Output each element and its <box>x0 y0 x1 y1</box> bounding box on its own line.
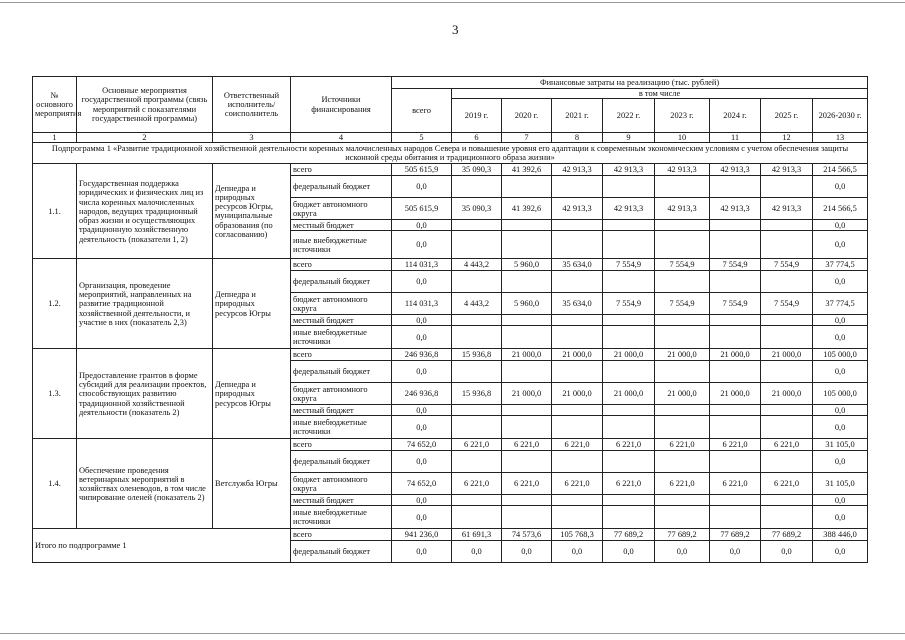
year-value-cell <box>655 231 710 259</box>
year-value-cell: 42 913,3 <box>603 164 655 176</box>
year-value-cell <box>655 271 710 293</box>
column-number-cell: 4 <box>291 133 392 143</box>
year-value-cell: 42 913,3 <box>655 198 710 220</box>
year-value-cell: 214 566,5 <box>813 198 868 220</box>
year-value-cell <box>452 271 502 293</box>
year-value-cell <box>655 361 710 383</box>
year-value-cell: 0,0 <box>813 361 868 383</box>
year-value-cell <box>552 506 603 529</box>
measure-number: 1.3. <box>33 349 77 439</box>
financing-row <box>33 164 868 176</box>
header-num: № основного мероприятия <box>33 77 77 133</box>
source-cell: всего <box>291 164 392 176</box>
column-number-cell: 7 <box>502 133 552 143</box>
year-value-cell: 21 000,0 <box>710 383 761 405</box>
year-value-cell: 6 221,0 <box>552 439 603 451</box>
year-value-cell <box>603 176 655 198</box>
year-value-cell: 4 443,2 <box>452 293 502 315</box>
year-value-cell: 0,0 <box>761 541 813 563</box>
year-value-cell <box>452 416 502 439</box>
year-value-cell <box>655 326 710 349</box>
source-cell: бюджет автономного округа <box>291 473 392 495</box>
total-cell: 0,0 <box>392 361 452 383</box>
year-value-cell <box>710 416 761 439</box>
year-value-cell: 0,0 <box>813 271 868 293</box>
year-value-cell: 6 221,0 <box>552 473 603 495</box>
year-value-cell <box>761 271 813 293</box>
year-value-cell: 0,0 <box>813 220 868 231</box>
year-value-cell: 37 774,5 <box>813 293 868 315</box>
year-value-cell <box>603 506 655 529</box>
year-value-cell <box>603 315 655 326</box>
year-value-cell: 388 446,0 <box>813 529 868 541</box>
year-value-cell: 21 000,0 <box>710 349 761 361</box>
year-value-cell: 0,0 <box>813 315 868 326</box>
year-value-cell <box>502 176 552 198</box>
source-cell: всего <box>291 259 392 271</box>
year-value-cell: 6 221,0 <box>603 473 655 495</box>
year-value-cell <box>761 231 813 259</box>
year-value-cell: 21 000,0 <box>761 383 813 405</box>
source-cell: местный бюджет <box>291 220 392 231</box>
year-value-cell: 42 913,3 <box>761 164 813 176</box>
year-value-cell: 42 913,3 <box>552 198 603 220</box>
year-value-cell: 0,0 <box>452 541 502 563</box>
source-cell: местный бюджет <box>291 495 392 506</box>
year-value-cell <box>655 405 710 416</box>
year-value-cell: 41 392,6 <box>502 198 552 220</box>
year-value-cell <box>452 405 502 416</box>
column-number-cell: 2 <box>77 133 213 143</box>
financing-row <box>33 259 868 271</box>
year-value-cell <box>655 176 710 198</box>
measure-name: Предоставление грантов в форме субсидий для реализации проектов, способствующих развитию традиционной хозяйственной деятельности (показатель 2) <box>77 349 213 439</box>
year-value-cell <box>603 405 655 416</box>
year-value-cell: 6 221,0 <box>452 473 502 495</box>
year-value-cell: 105 000,0 <box>813 383 868 405</box>
measure-responsible: Депнедра и природных ресурсов Югры <box>213 349 291 439</box>
year-value-cell <box>552 405 603 416</box>
header-financial: Финансовые затраты на реализацию (тыс. рублей) <box>392 77 868 89</box>
year-value-cell <box>761 495 813 506</box>
year-value-cell <box>761 220 813 231</box>
year-value-cell <box>655 416 710 439</box>
year-value-cell <box>710 176 761 198</box>
year-value-cell <box>761 416 813 439</box>
measure-name: Организация, проведение мероприятий, направленных на развитие традиционной хозяйственной деятельности, и участие в них (показатель 2,3) <box>77 259 213 349</box>
year-value-cell: 0,0 <box>603 541 655 563</box>
year-value-cell: 7 554,9 <box>710 259 761 271</box>
top-scan-edge <box>0 2 905 3</box>
year-value-cell <box>452 176 502 198</box>
source-cell: всего <box>291 439 392 451</box>
header-activity: Основные мероприятия государственной программы (связь мероприятий с показателями государственной программы) <box>77 77 213 133</box>
total-cell: 0,0 <box>392 315 452 326</box>
year-value-cell <box>603 495 655 506</box>
source-cell: иные внебюджетные источники <box>291 326 392 349</box>
year-value-cell <box>552 231 603 259</box>
year-value-cell <box>655 506 710 529</box>
year-value-cell: 6 221,0 <box>710 473 761 495</box>
total-cell: 0,0 <box>392 506 452 529</box>
year-value-cell <box>761 176 813 198</box>
column-number-cell: 6 <box>452 133 502 143</box>
column-number-row <box>33 133 868 143</box>
header-year-2021: 2021 г. <box>552 99 603 133</box>
total-cell: 74 652,0 <box>392 473 452 495</box>
year-value-cell: 6 221,0 <box>502 439 552 451</box>
year-value-cell <box>710 315 761 326</box>
year-value-cell: 0,0 <box>813 416 868 439</box>
year-value-cell <box>552 326 603 349</box>
year-value-cell <box>452 231 502 259</box>
year-value-cell: 5 960,0 <box>502 293 552 315</box>
year-value-cell: 7 554,9 <box>761 293 813 315</box>
year-value-cell: 42 913,3 <box>603 198 655 220</box>
year-value-cell <box>710 326 761 349</box>
source-cell: всего <box>291 349 392 361</box>
year-value-cell: 7 554,9 <box>603 293 655 315</box>
year-value-cell <box>710 361 761 383</box>
year-value-cell: 35 634,0 <box>552 259 603 271</box>
source-cell: бюджет автономного округа <box>291 293 392 315</box>
year-value-cell <box>502 315 552 326</box>
year-value-cell <box>502 451 552 473</box>
year-value-cell <box>502 405 552 416</box>
subprogram-title: Подпрограмма 1 «Развитие традиционной хозяйственной деятельности коренных малочисленных народов Севера и повышение уровня его адаптации к современным экономическим условиям с учетом обеспечения защиты исконной среды обитания и традиционного образа жизни» <box>33 143 868 164</box>
year-value-cell: 61 691,3 <box>452 529 502 541</box>
year-value-cell: 7 554,9 <box>603 259 655 271</box>
year-value-cell: 7 554,9 <box>655 293 710 315</box>
total-cell: 114 031,3 <box>392 259 452 271</box>
year-value-cell <box>603 220 655 231</box>
year-value-cell <box>502 495 552 506</box>
year-value-cell <box>603 416 655 439</box>
total-cell: 74 652,0 <box>392 439 452 451</box>
total-cell: 941 236,0 <box>392 529 452 541</box>
year-value-cell: 31 105,0 <box>813 439 868 451</box>
year-value-cell: 0,0 <box>813 495 868 506</box>
year-value-cell <box>452 220 502 231</box>
year-value-cell: 21 000,0 <box>655 383 710 405</box>
year-value-cell: 41 392,6 <box>502 164 552 176</box>
financing-row <box>33 349 868 361</box>
source-cell: бюджет автономного округа <box>291 383 392 405</box>
source-cell: федеральный бюджет <box>291 271 392 293</box>
year-value-cell <box>552 495 603 506</box>
year-value-cell: 77 689,2 <box>603 529 655 541</box>
year-value-cell: 31 105,0 <box>813 473 868 495</box>
year-value-cell: 7 554,9 <box>655 259 710 271</box>
total-cell: 246 936,8 <box>392 383 452 405</box>
year-value-cell <box>603 326 655 349</box>
column-number-cell: 5 <box>392 133 452 143</box>
year-value-cell <box>710 405 761 416</box>
column-number-cell: 1 <box>33 133 77 143</box>
year-value-cell: 6 221,0 <box>710 439 761 451</box>
year-value-cell: 21 000,0 <box>603 383 655 405</box>
year-value-cell: 35 634,0 <box>552 293 603 315</box>
subtotal-label: Итого по подпрограмме 1 <box>33 529 291 563</box>
total-cell: 114 031,3 <box>392 293 452 315</box>
header-year-2019: 2019 г. <box>452 99 502 133</box>
total-cell: 0,0 <box>392 271 452 293</box>
year-value-cell <box>452 451 502 473</box>
year-value-cell: 6 221,0 <box>452 439 502 451</box>
year-value-cell: 0,0 <box>655 541 710 563</box>
year-value-cell <box>552 271 603 293</box>
year-value-cell: 214 566,5 <box>813 164 868 176</box>
year-value-cell <box>552 416 603 439</box>
year-value-cell <box>761 361 813 383</box>
measure-responsible: Депнедра и природных ресурсов Югры <box>213 259 291 349</box>
column-number-cell: 3 <box>213 133 291 143</box>
year-value-cell: 0,0 <box>813 326 868 349</box>
source-cell: федеральный бюджет <box>291 541 392 563</box>
year-value-cell: 0,0 <box>813 506 868 529</box>
source-cell: местный бюджет <box>291 315 392 326</box>
year-value-cell: 35 090,3 <box>452 164 502 176</box>
year-value-cell: 6 221,0 <box>761 473 813 495</box>
financing-row <box>33 439 868 451</box>
year-value-cell <box>710 231 761 259</box>
source-cell: иные внебюджетные источники <box>291 231 392 259</box>
year-value-cell: 0,0 <box>813 231 868 259</box>
year-value-cell <box>603 361 655 383</box>
measure-number: 1.1. <box>33 164 77 259</box>
year-value-cell: 7 554,9 <box>761 259 813 271</box>
year-value-cell <box>761 315 813 326</box>
total-cell: 0,0 <box>392 451 452 473</box>
year-value-cell: 105 000,0 <box>813 349 868 361</box>
year-value-cell: 4 443,2 <box>452 259 502 271</box>
year-value-cell: 21 000,0 <box>655 349 710 361</box>
year-value-cell: 5 960,0 <box>502 259 552 271</box>
measure-name: Обеспечение проведения ветеринарных мероприятий в хозяйствах оленеводов, в том числе чипирование оленей (показатель 2) <box>77 439 213 529</box>
year-value-cell <box>761 451 813 473</box>
financing-row <box>33 529 868 541</box>
year-value-cell <box>603 451 655 473</box>
year-value-cell: 0,0 <box>813 405 868 416</box>
year-value-cell: 21 000,0 <box>603 349 655 361</box>
year-value-cell <box>655 495 710 506</box>
year-value-cell <box>761 506 813 529</box>
year-value-cell <box>452 326 502 349</box>
column-number-cell: 12 <box>761 133 813 143</box>
year-value-cell <box>452 361 502 383</box>
total-cell: 0,0 <box>392 541 452 563</box>
year-value-cell: 6 221,0 <box>502 473 552 495</box>
measure-number: 1.2. <box>33 259 77 349</box>
year-value-cell: 6 221,0 <box>761 439 813 451</box>
year-value-cell: 21 000,0 <box>552 349 603 361</box>
year-value-cell: 0,0 <box>813 451 868 473</box>
year-value-cell: 42 913,3 <box>655 164 710 176</box>
year-value-cell <box>603 271 655 293</box>
measure-name: Государственная поддержка юридических и физических лиц из числа коренных малочисленных народов, ведущих традиционный образ жизни и осуществляющих традиционную хозяйственную деятельность (показатели 1, 2) <box>77 164 213 259</box>
source-cell: федеральный бюджет <box>291 176 392 198</box>
year-value-cell <box>452 315 502 326</box>
year-value-cell <box>502 326 552 349</box>
total-cell: 0,0 <box>392 405 452 416</box>
year-value-cell <box>552 451 603 473</box>
header-year-2024: 2024 г. <box>710 99 761 133</box>
year-value-cell: 77 689,2 <box>761 529 813 541</box>
year-value-cell: 7 554,9 <box>710 293 761 315</box>
year-value-cell: 35 090,3 <box>452 198 502 220</box>
year-value-cell: 21 000,0 <box>502 383 552 405</box>
year-value-cell <box>552 220 603 231</box>
header-responsible: Ответственный исполнитель/соисполнитель <box>213 77 291 133</box>
total-cell: 0,0 <box>392 495 452 506</box>
year-value-cell: 15 936,8 <box>452 349 502 361</box>
source-cell: федеральный бюджет <box>291 451 392 473</box>
total-cell: 0,0 <box>392 176 452 198</box>
year-value-cell <box>655 220 710 231</box>
year-value-cell: 105 768,3 <box>552 529 603 541</box>
column-number-cell: 11 <box>710 133 761 143</box>
page-number: 3 <box>452 22 459 37</box>
column-number-cell: 13 <box>813 133 868 143</box>
year-value-cell <box>710 220 761 231</box>
source-cell: федеральный бюджет <box>291 361 392 383</box>
header-year-2023: 2023 г. <box>655 99 710 133</box>
year-value-cell: 0,0 <box>552 541 603 563</box>
total-cell: 505 615,9 <box>392 198 452 220</box>
year-value-cell <box>452 495 502 506</box>
year-value-cell <box>552 315 603 326</box>
total-cell: 0,0 <box>392 220 452 231</box>
year-value-cell <box>452 506 502 529</box>
year-value-cell: 42 913,3 <box>710 164 761 176</box>
year-value-cell: 21 000,0 <box>761 349 813 361</box>
source-cell: всего <box>291 529 392 541</box>
measure-responsible: Депнедра и природных ресурсов Югры, муниципальные образования (по согласованию) <box>213 164 291 259</box>
financing-table <box>32 76 868 563</box>
year-value-cell <box>710 506 761 529</box>
header-total: всего <box>392 89 452 133</box>
year-value-cell <box>502 220 552 231</box>
year-value-cell: 21 000,0 <box>552 383 603 405</box>
year-value-cell: 0,0 <box>813 176 868 198</box>
year-value-cell: 0,0 <box>710 541 761 563</box>
total-cell: 0,0 <box>392 231 452 259</box>
year-value-cell <box>603 231 655 259</box>
header-year-2025: 2025 г. <box>761 99 813 133</box>
year-value-cell: 42 913,3 <box>710 198 761 220</box>
year-value-cell: 6 221,0 <box>655 473 710 495</box>
source-cell: местный бюджет <box>291 405 392 416</box>
total-cell: 0,0 <box>392 416 452 439</box>
year-value-cell: 0,0 <box>502 541 552 563</box>
measure-responsible: Ветслужба Югры <box>213 439 291 529</box>
year-value-cell <box>761 405 813 416</box>
year-value-cell <box>502 361 552 383</box>
year-value-cell <box>502 271 552 293</box>
total-cell: 246 936,8 <box>392 349 452 361</box>
year-value-cell: 42 913,3 <box>552 164 603 176</box>
year-value-cell <box>710 495 761 506</box>
source-cell: иные внебюджетные источники <box>291 416 392 439</box>
year-value-cell: 77 689,2 <box>655 529 710 541</box>
year-value-cell: 42 913,3 <box>761 198 813 220</box>
year-value-cell <box>655 315 710 326</box>
source-cell: иные внебюджетные источники <box>291 506 392 529</box>
year-value-cell <box>552 176 603 198</box>
column-number-cell: 9 <box>603 133 655 143</box>
header-year-2022: 2022 г. <box>603 99 655 133</box>
year-value-cell <box>761 326 813 349</box>
year-value-cell: 74 573,6 <box>502 529 552 541</box>
year-value-cell <box>552 361 603 383</box>
year-value-cell: 37 774,5 <box>813 259 868 271</box>
year-value-cell: 21 000,0 <box>502 349 552 361</box>
source-cell: бюджет автономного округа <box>291 198 392 220</box>
column-number-cell: 10 <box>655 133 710 143</box>
year-value-cell <box>655 451 710 473</box>
header-sources: Источники финансирования <box>291 77 392 133</box>
measure-number: 1.4. <box>33 439 77 529</box>
year-value-cell: 6 221,0 <box>655 439 710 451</box>
header-year-2026-2030: 2026-2030 г. <box>813 99 868 133</box>
total-cell: 0,0 <box>392 326 452 349</box>
year-value-cell: 0,0 <box>813 541 868 563</box>
year-value-cell <box>710 451 761 473</box>
header-including: в том числе <box>452 89 868 99</box>
year-value-cell <box>710 271 761 293</box>
year-value-cell <box>502 416 552 439</box>
year-value-cell: 15 936,8 <box>452 383 502 405</box>
bottom-scan-edge <box>0 633 905 634</box>
year-value-cell <box>502 506 552 529</box>
column-number-cell: 8 <box>552 133 603 143</box>
year-value-cell <box>502 231 552 259</box>
header-year-2020: 2020 г. <box>502 99 552 133</box>
total-cell: 505 615,9 <box>392 164 452 176</box>
year-value-cell: 77 689,2 <box>710 529 761 541</box>
year-value-cell: 6 221,0 <box>603 439 655 451</box>
